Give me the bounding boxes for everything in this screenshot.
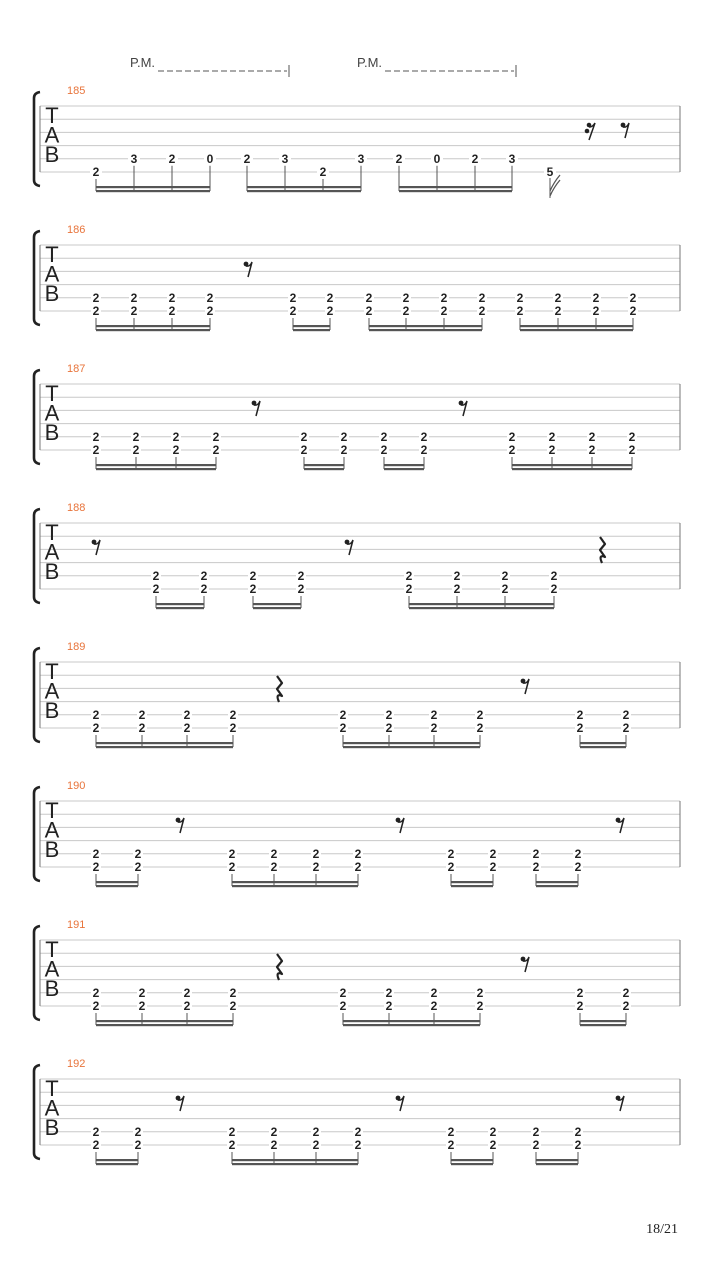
fret-number: 2 bbox=[229, 999, 237, 1013]
fret-number: 2 bbox=[385, 721, 393, 735]
tab-clef-letter: A bbox=[44, 539, 60, 565]
fret-number: 2 bbox=[340, 429, 348, 444]
beam bbox=[156, 603, 204, 605]
beam bbox=[451, 1159, 493, 1161]
fret-number: 2 bbox=[92, 304, 100, 318]
fret-number: 2 bbox=[354, 1124, 362, 1139]
measure-number: 192 bbox=[67, 1058, 86, 1070]
fret-number: 2 bbox=[134, 1138, 142, 1152]
fret-number: 2 bbox=[312, 1124, 320, 1139]
beam bbox=[232, 1159, 358, 1161]
fret-number: 2 bbox=[92, 707, 100, 722]
beam bbox=[96, 190, 210, 192]
beam bbox=[520, 329, 633, 331]
fret-number: 2 bbox=[183, 707, 191, 722]
fret-number: 2 bbox=[501, 568, 509, 583]
fret-number: 2 bbox=[365, 290, 373, 305]
beam bbox=[96, 742, 233, 744]
fret-number: 2 bbox=[92, 860, 100, 874]
tab-clef-letter: T bbox=[45, 937, 59, 962]
beam bbox=[253, 607, 301, 609]
beam bbox=[304, 468, 344, 470]
fret-number: 2 bbox=[489, 1124, 497, 1139]
system-bracket bbox=[34, 509, 40, 603]
fret-number: 2 bbox=[405, 568, 413, 583]
fret-number: 2 bbox=[168, 151, 176, 166]
fret-number: 2 bbox=[430, 721, 438, 735]
fret-number: 2 bbox=[402, 304, 410, 318]
system-bracket bbox=[34, 926, 40, 1020]
beam bbox=[96, 186, 210, 188]
tab-clef-letter: B bbox=[44, 837, 60, 862]
fret-number: 2 bbox=[574, 860, 582, 874]
fret-number: 2 bbox=[447, 846, 455, 861]
fret-number: 2 bbox=[130, 290, 138, 305]
fret-number: 2 bbox=[130, 304, 138, 318]
tab-clef-letter: T bbox=[45, 242, 59, 267]
beam bbox=[247, 186, 361, 188]
fret-number: 2 bbox=[270, 860, 278, 874]
system-bracket bbox=[34, 648, 40, 742]
beam bbox=[96, 468, 216, 470]
fret-number: 2 bbox=[212, 443, 220, 457]
measure-number: 189 bbox=[67, 641, 86, 653]
system-bracket bbox=[34, 1065, 40, 1159]
fret-number: 2 bbox=[92, 846, 100, 861]
tab-clef-letter: T bbox=[45, 659, 59, 684]
fret-number: 2 bbox=[629, 304, 637, 318]
beam bbox=[399, 186, 512, 188]
beam bbox=[304, 464, 344, 466]
fret-number: 2 bbox=[183, 999, 191, 1013]
fret-number: 2 bbox=[354, 1138, 362, 1152]
fret-number: 2 bbox=[339, 721, 347, 735]
beam bbox=[96, 885, 138, 887]
fret-number: 2 bbox=[548, 429, 556, 444]
fret-number: 2 bbox=[340, 443, 348, 457]
beam bbox=[343, 742, 480, 744]
fret-number: 2 bbox=[92, 985, 100, 1000]
fret-number: 2 bbox=[138, 721, 146, 735]
beam bbox=[536, 881, 578, 883]
measure-number: 190 bbox=[67, 780, 86, 792]
fret-number: 2 bbox=[592, 290, 600, 305]
fret-number: 2 bbox=[478, 304, 486, 318]
fret-number: 2 bbox=[134, 860, 142, 874]
fret-number: 3 bbox=[281, 151, 289, 166]
measure-number: 186 bbox=[67, 224, 86, 236]
fret-number: 2 bbox=[249, 582, 257, 596]
beam bbox=[580, 1024, 626, 1026]
beam bbox=[96, 464, 216, 466]
fret-number: 2 bbox=[339, 707, 347, 722]
beam bbox=[96, 1163, 138, 1165]
beam bbox=[156, 607, 204, 609]
fret-number: 2 bbox=[588, 443, 596, 457]
beam bbox=[512, 468, 632, 470]
beam bbox=[409, 607, 554, 609]
fret-number: 2 bbox=[476, 707, 484, 722]
system-bracket bbox=[34, 370, 40, 464]
fret-number: 2 bbox=[576, 707, 584, 722]
fret-number: 0 bbox=[433, 151, 441, 166]
fret-number: 2 bbox=[447, 1124, 455, 1139]
beam bbox=[580, 1020, 626, 1022]
fret-number: 2 bbox=[132, 429, 140, 444]
tab-clef-letter: B bbox=[44, 698, 60, 723]
tab-clef-letter: T bbox=[45, 103, 59, 128]
beam bbox=[384, 468, 424, 470]
fret-number: 2 bbox=[476, 985, 484, 1000]
beam bbox=[247, 190, 361, 192]
tab-clef-letter: B bbox=[44, 1115, 60, 1140]
fret-number: 2 bbox=[200, 582, 208, 596]
fret-number: 2 bbox=[168, 290, 176, 305]
tab-clef-letter: B bbox=[44, 142, 60, 167]
fret-number: 2 bbox=[447, 1138, 455, 1152]
tab-clef-letter: T bbox=[45, 1076, 59, 1101]
fret-number: 2 bbox=[489, 1138, 497, 1152]
fret-number: 2 bbox=[168, 304, 176, 318]
fret-number: 2 bbox=[395, 151, 403, 166]
tab-clef-letter: A bbox=[44, 1095, 60, 1121]
fret-number: 2 bbox=[206, 304, 214, 318]
fret-number: 2 bbox=[576, 721, 584, 735]
fret-number: 2 bbox=[300, 429, 308, 444]
fret-number: 2 bbox=[554, 304, 562, 318]
fret-number: 2 bbox=[532, 1124, 540, 1139]
fret-number: 2 bbox=[592, 304, 600, 318]
fret-number: 3 bbox=[357, 151, 365, 166]
fret-number: 2 bbox=[574, 1124, 582, 1139]
fret-number: 2 bbox=[134, 1124, 142, 1139]
fret-number: 2 bbox=[440, 304, 448, 318]
beam bbox=[580, 746, 626, 748]
tab-clef-letter: A bbox=[44, 956, 60, 982]
fret-number: 2 bbox=[380, 443, 388, 457]
tab-clef-letter: A bbox=[44, 678, 60, 704]
fret-number: 2 bbox=[365, 304, 373, 318]
beam bbox=[96, 746, 233, 748]
beam bbox=[384, 464, 424, 466]
fret-number: 2 bbox=[440, 290, 448, 305]
fret-number: 2 bbox=[312, 1138, 320, 1152]
fret-number: 2 bbox=[132, 443, 140, 457]
fret-number: 2 bbox=[183, 721, 191, 735]
fret-number: 2 bbox=[380, 429, 388, 444]
fret-number: 2 bbox=[92, 1124, 100, 1139]
beam bbox=[293, 329, 330, 331]
fret-number: 5 bbox=[546, 165, 554, 179]
beam bbox=[293, 325, 330, 327]
fret-number: 2 bbox=[152, 568, 160, 583]
beam bbox=[96, 1020, 233, 1022]
fret-number: 2 bbox=[508, 443, 516, 457]
fret-number: 2 bbox=[354, 846, 362, 861]
palm-mute-label: P.M. bbox=[130, 55, 156, 70]
fret-number: 2 bbox=[430, 999, 438, 1013]
fret-number: 2 bbox=[501, 582, 509, 596]
fret-number: 2 bbox=[385, 999, 393, 1013]
tab-clef-letter: B bbox=[44, 420, 60, 445]
fret-number: 2 bbox=[447, 860, 455, 874]
fret-number: 2 bbox=[152, 582, 160, 596]
fret-number: 2 bbox=[628, 429, 636, 444]
fret-number: 2 bbox=[532, 846, 540, 861]
fret-number: 2 bbox=[420, 443, 428, 457]
system-bracket bbox=[34, 92, 40, 186]
fret-number: 2 bbox=[270, 1124, 278, 1139]
beam bbox=[369, 329, 482, 331]
fret-number: 2 bbox=[430, 707, 438, 722]
fret-number: 2 bbox=[228, 860, 236, 874]
fret-number: 2 bbox=[92, 1138, 100, 1152]
page-number: 18/21 bbox=[646, 1222, 678, 1237]
beam bbox=[232, 885, 358, 887]
fret-number: 2 bbox=[550, 582, 558, 596]
beam bbox=[96, 329, 210, 331]
tab-clef-letter: B bbox=[44, 976, 60, 1001]
fret-number: 2 bbox=[243, 151, 251, 166]
beam bbox=[343, 746, 480, 748]
fret-number: 2 bbox=[297, 582, 305, 596]
quarter-rest bbox=[600, 537, 605, 563]
fret-number: 2 bbox=[249, 568, 257, 583]
beam bbox=[409, 603, 554, 605]
fret-number: 2 bbox=[212, 429, 220, 444]
tab-clef-letter: B bbox=[44, 281, 60, 306]
fret-number: 2 bbox=[200, 568, 208, 583]
fret-number: 2 bbox=[339, 999, 347, 1013]
fret-number: 2 bbox=[516, 304, 524, 318]
sixteenth-rest bbox=[585, 129, 590, 134]
beam bbox=[536, 1163, 578, 1165]
fret-number: 2 bbox=[489, 860, 497, 874]
fret-number: 2 bbox=[385, 707, 393, 722]
fret-number: 2 bbox=[92, 999, 100, 1013]
system-bracket bbox=[34, 231, 40, 325]
fret-number: 2 bbox=[622, 999, 630, 1013]
fret-number: 2 bbox=[550, 568, 558, 583]
fret-number: 2 bbox=[628, 443, 636, 457]
fret-number: 2 bbox=[453, 568, 461, 583]
beam bbox=[232, 881, 358, 883]
fret-number: 2 bbox=[92, 429, 100, 444]
fret-number: 2 bbox=[183, 985, 191, 1000]
fret-number: 2 bbox=[339, 985, 347, 1000]
fret-number: 0 bbox=[206, 151, 214, 166]
fret-number: 2 bbox=[92, 290, 100, 305]
tab-clef-letter: A bbox=[44, 817, 60, 843]
beam bbox=[232, 1163, 358, 1165]
fret-number: 2 bbox=[228, 1124, 236, 1139]
beam bbox=[399, 190, 512, 192]
fret-number: 2 bbox=[548, 443, 556, 457]
fret-number: 2 bbox=[354, 860, 362, 874]
tab-clef-letter: T bbox=[45, 798, 59, 823]
beam bbox=[580, 742, 626, 744]
palm-mute-label: P.M. bbox=[357, 55, 383, 70]
tab-clef-letter: A bbox=[44, 400, 60, 426]
fret-number: 2 bbox=[92, 721, 100, 735]
fret-number: 2 bbox=[134, 846, 142, 861]
fret-number: 2 bbox=[622, 707, 630, 722]
fret-number: 2 bbox=[300, 443, 308, 457]
tab-clef-letter: B bbox=[44, 559, 60, 584]
beam bbox=[96, 1024, 233, 1026]
beam bbox=[536, 885, 578, 887]
fret-number: 2 bbox=[576, 985, 584, 1000]
fret-number: 2 bbox=[453, 582, 461, 596]
fret-number: 2 bbox=[629, 290, 637, 305]
beam bbox=[451, 881, 493, 883]
beam bbox=[369, 325, 482, 327]
measure-number: 191 bbox=[67, 919, 86, 931]
fret-number: 2 bbox=[138, 999, 146, 1013]
fret-number: 2 bbox=[326, 290, 334, 305]
quarter-rest bbox=[277, 676, 282, 702]
measure-number: 188 bbox=[67, 502, 86, 514]
fret-number: 2 bbox=[228, 1138, 236, 1152]
tab-clef-letter: T bbox=[45, 520, 59, 545]
fret-number: 2 bbox=[532, 1138, 540, 1152]
fret-number: 2 bbox=[471, 151, 479, 166]
fret-number: 2 bbox=[92, 443, 100, 457]
fret-number: 2 bbox=[228, 846, 236, 861]
fret-number: 2 bbox=[206, 290, 214, 305]
fret-number: 2 bbox=[289, 290, 297, 305]
fret-number: 2 bbox=[489, 846, 497, 861]
beam bbox=[343, 1020, 480, 1022]
beam bbox=[451, 1163, 493, 1165]
fret-number: 2 bbox=[172, 443, 180, 457]
fret-number: 2 bbox=[229, 721, 237, 735]
fret-number: 2 bbox=[508, 429, 516, 444]
fret-number: 2 bbox=[297, 568, 305, 583]
fret-number: 2 bbox=[385, 985, 393, 1000]
fret-number: 2 bbox=[289, 304, 297, 318]
fret-number: 2 bbox=[576, 999, 584, 1013]
beam bbox=[96, 325, 210, 327]
fret-number: 2 bbox=[588, 429, 596, 444]
tab-clef-letter: T bbox=[45, 381, 59, 406]
fret-number: 2 bbox=[430, 985, 438, 1000]
fret-number: 2 bbox=[92, 165, 100, 179]
tab-clef-letter: A bbox=[44, 261, 60, 287]
beam bbox=[536, 1159, 578, 1161]
fret-number: 2 bbox=[420, 429, 428, 444]
fret-number: 3 bbox=[130, 151, 138, 166]
fret-number: 2 bbox=[172, 429, 180, 444]
system-bracket bbox=[34, 787, 40, 881]
fret-number: 2 bbox=[138, 985, 146, 1000]
beam bbox=[96, 1159, 138, 1161]
measure-number: 185 bbox=[67, 85, 86, 97]
fret-number: 2 bbox=[138, 707, 146, 722]
fret-number: 2 bbox=[532, 860, 540, 874]
fret-number: 2 bbox=[622, 721, 630, 735]
fret-number: 2 bbox=[516, 290, 524, 305]
beam bbox=[451, 885, 493, 887]
fret-number: 3 bbox=[508, 151, 516, 166]
fret-number: 2 bbox=[622, 985, 630, 1000]
beam bbox=[512, 464, 632, 466]
fret-number: 2 bbox=[554, 290, 562, 305]
fret-number: 2 bbox=[270, 846, 278, 861]
beam bbox=[96, 881, 138, 883]
fret-number: 2 bbox=[229, 707, 237, 722]
measure-number: 187 bbox=[67, 363, 86, 375]
fret-number: 2 bbox=[574, 1138, 582, 1152]
fret-number: 2 bbox=[574, 846, 582, 861]
beam bbox=[520, 325, 633, 327]
fret-number: 2 bbox=[229, 985, 237, 1000]
fret-number: 2 bbox=[270, 1138, 278, 1152]
fret-number: 2 bbox=[478, 290, 486, 305]
fret-number: 2 bbox=[405, 582, 413, 596]
beam bbox=[253, 603, 301, 605]
fret-number: 2 bbox=[476, 999, 484, 1013]
beam bbox=[343, 1024, 480, 1026]
fret-number: 2 bbox=[326, 304, 334, 318]
tab-clef-letter: A bbox=[44, 122, 60, 148]
fret-number: 2 bbox=[402, 290, 410, 305]
fret-number: 2 bbox=[312, 860, 320, 874]
quarter-rest bbox=[277, 954, 282, 980]
fret-number: 2 bbox=[319, 165, 327, 179]
fret-number: 2 bbox=[312, 846, 320, 861]
fret-number: 2 bbox=[476, 721, 484, 735]
